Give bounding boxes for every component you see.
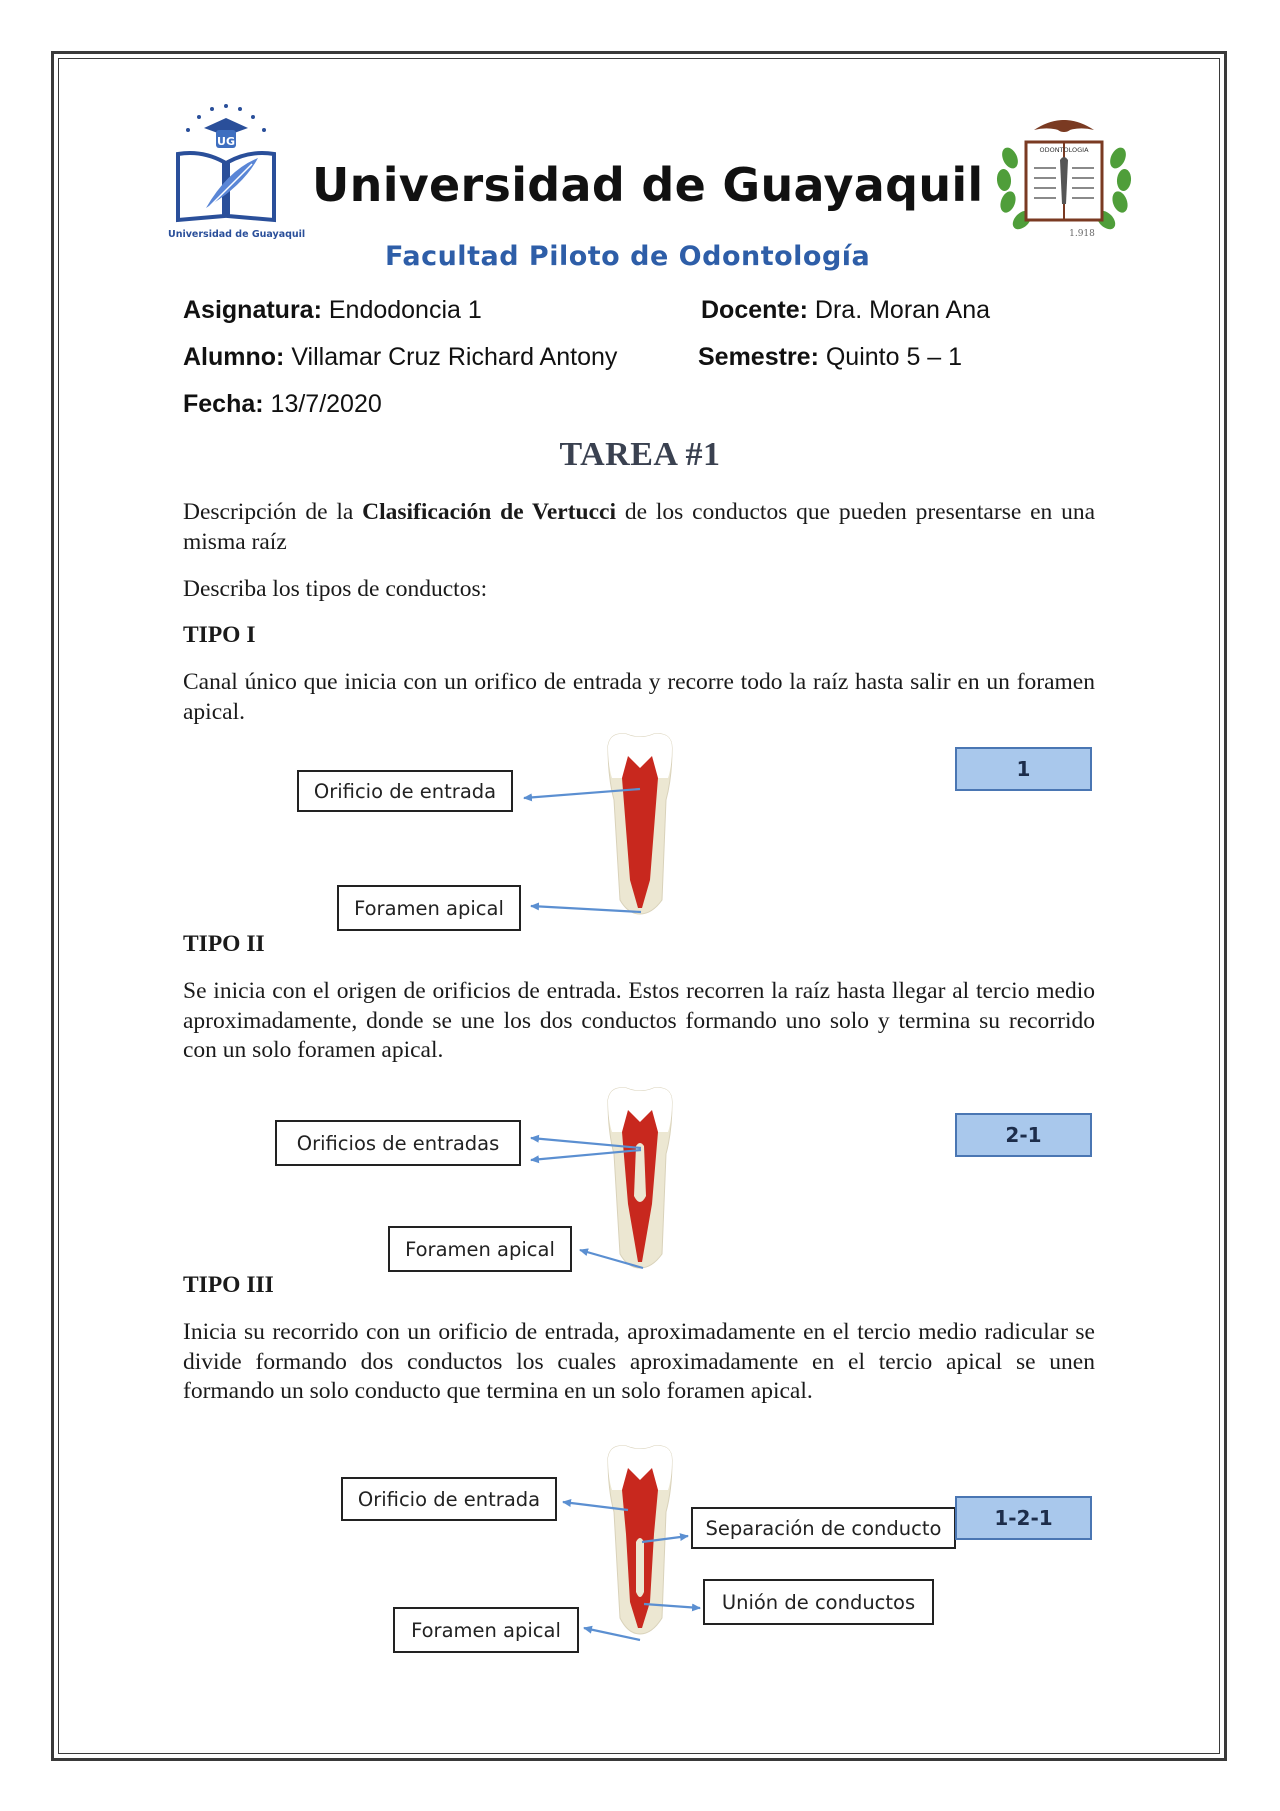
svg-text:ODONTOLOGIA: ODONTOLOGIA (1039, 146, 1089, 154)
subject-value: Endodoncia 1 (328, 296, 482, 324)
tooth-diagram-type-2 (602, 1084, 678, 1270)
type-1-heading: TIPO I (183, 622, 256, 648)
date-line (183, 390, 382, 419)
subject-label: Asignatura: (183, 296, 322, 324)
student-line (183, 343, 617, 372)
type-1-description: Canal único que inicia con un orifico de entrada y recorre todo la raíz hasta salir en un foramen apical. (183, 669, 1095, 725)
semester-label: Semestre: (698, 343, 819, 371)
teacher-label: Docente: (701, 296, 808, 324)
type-code-3: 1-2-1 (955, 1496, 1092, 1540)
intro-bold: Clasificación de Vertucci (362, 499, 617, 525)
faculty-subtitle: Facultad Piloto de Odontología (385, 241, 871, 272)
label-union-conductos-3: Unión de conductos (703, 1579, 934, 1625)
label-separacion-conducto-3: Separación de conducto (691, 1507, 956, 1549)
type-2-heading: TIPO II (183, 931, 265, 957)
teacher-line (701, 296, 990, 325)
assignment-title: TAREA #1 (559, 436, 721, 473)
faculty-seal (990, 108, 1138, 244)
student-label: Alumno: (183, 343, 285, 371)
teacher-value: Dra. Moran Ana (814, 296, 991, 324)
label-orificio-entrada-1: Orificio de entrada (297, 770, 513, 812)
semester-line (698, 343, 962, 372)
svg-text:UG: UG (217, 135, 235, 148)
tooth-diagram-type-1 (602, 730, 678, 916)
label-orificio-entrada-3: Orificio de entrada (341, 1477, 557, 1521)
date-label: Fecha: (183, 390, 264, 418)
university-logo (166, 100, 286, 228)
student-value: Villamar Cruz Richard Antony (291, 343, 618, 371)
logo-caption: Universidad de Guayaquil (168, 229, 306, 240)
prompt-text: Describa los tipos de conductos: (183, 576, 488, 602)
intro-post: de los conductos que pueden presentarse en una misma raíz (183, 499, 1095, 555)
university-title: Universidad de Guayaquil (312, 158, 984, 212)
subject-line (183, 296, 482, 325)
type-2-description: Se inicia con el origen de orificios de entrada. Estos recorren la raíz hasta llegar al tercio medio aproximadamente, donde se une los dos conductos formando uno solo y termina su recorrido con un solo foramen apical. (183, 978, 1095, 1063)
label-foramen-apical-3: Foramen apical (393, 1607, 579, 1653)
label-foramen-apical-2: Foramen apical (388, 1226, 572, 1272)
type-code-2: 2-1 (955, 1113, 1092, 1157)
type-code-1: 1 (955, 747, 1092, 791)
date-value: 13/7/2020 (270, 390, 382, 418)
type-3-heading: TIPO III (183, 1272, 274, 1298)
label-foramen-apical-1: Foramen apical (337, 885, 521, 931)
type-3-description: Inicia su recorrido con un orificio de entrada, aproximadamente en el tercio medio radicular se divide formando dos conductos los cuales aproximadamente en el tercio apical se unen formando un solo conducto que termina en un solo foramen apical. (183, 1319, 1095, 1404)
intro-paragraph (183, 498, 1095, 557)
svg-text:1.918: 1.918 (1069, 229, 1095, 239)
tooth-diagram-type-3 (602, 1442, 678, 1636)
label-orificios-entradas-2: Orificios de entradas (275, 1120, 521, 1166)
intro-pre: Descripción de la (183, 499, 363, 525)
semester-value: Quinto 5 – 1 (825, 343, 963, 371)
